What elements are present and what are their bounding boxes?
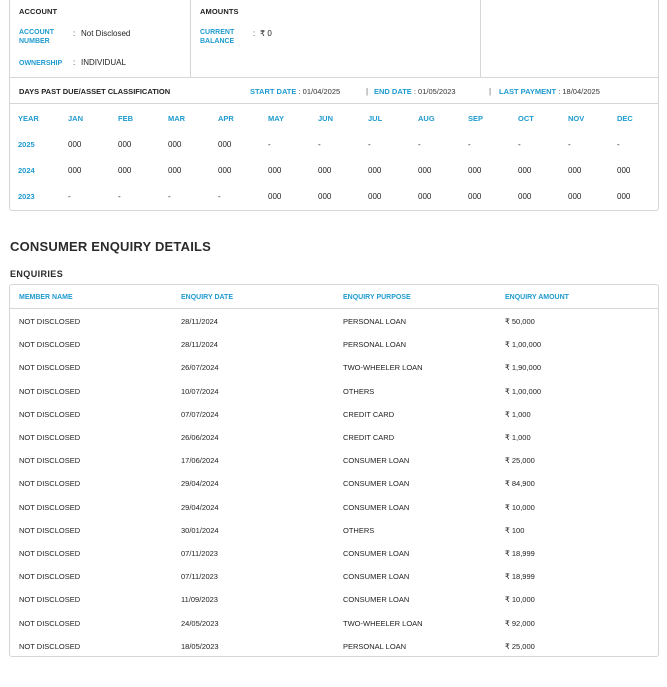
enquiry-amount-cell: ₹ 92,000 (505, 618, 535, 628)
amounts-heading: AMOUNTS (200, 7, 239, 16)
header-enquiry-date: ENQUIRY DATE (181, 294, 233, 301)
member-name-cell: NOT DISCLOSED (19, 340, 81, 350)
enquiry-amount-cell: ₹ 10,000 (505, 502, 535, 512)
colon: : (73, 29, 76, 38)
enquiry-date-cell: 07/11/2023 (181, 549, 218, 558)
enquiry-date-cell: 10/07/2024 (181, 386, 219, 396)
dpd-cell: 000 (268, 166, 282, 175)
enquiry-amount-cell: ₹ 25,000 (505, 456, 535, 466)
enquiry-amount-cell: ₹ 84,900 (505, 479, 535, 489)
dpd-cell: - (418, 140, 421, 149)
table-row (10, 565, 658, 588)
month-header: AUG (418, 114, 435, 123)
member-name-cell: NOT DISCLOSED (19, 549, 81, 558)
enquiry-amount-cell: ₹ 1,000 (505, 433, 531, 442)
table-row (10, 588, 658, 611)
start-date-value: : 01/04/2025 (298, 87, 341, 96)
table-row (10, 472, 658, 495)
table-row (10, 496, 658, 519)
dpd-header-bar (10, 77, 658, 104)
dpd-cell: 000 (118, 140, 132, 149)
separator: | (489, 87, 492, 96)
dpd-cell: 000 (218, 166, 232, 175)
year-header: YEAR (18, 114, 39, 123)
dpd-cell: 000 (518, 192, 532, 201)
dpd-cell: 000 (168, 166, 182, 175)
table-row (10, 449, 658, 472)
dpd-cell: 000 (218, 140, 232, 149)
dpd-cell: 000 (68, 140, 82, 149)
enquiry-amount-cell: ₹ 10,000 (505, 595, 535, 605)
dpd-cell: 000 (118, 166, 132, 175)
enquiry-purpose-cell: CONSUMER LOAN (343, 479, 410, 489)
member-name-cell: NOT DISCLOSED (19, 317, 81, 326)
dpd-title: DAYS PAST DUE/ASSET CLASSIFICATION (19, 87, 171, 96)
last-payment (499, 87, 600, 96)
enquiry-purpose-cell: CONSUMER LOAN (343, 456, 410, 466)
enquiry-purpose-cell: CONSUMER LOAN (343, 549, 410, 558)
dpd-cell: - (468, 140, 471, 149)
enquiry-date-cell: 24/05/2023 (181, 618, 219, 628)
member-name-cell: NOT DISCLOSED (19, 502, 81, 512)
enquiry-purpose-cell: CONSUMER LOAN (343, 572, 410, 582)
account-heading: ACCOUNT (19, 7, 58, 16)
member-name-cell: NOT DISCLOSED (19, 618, 81, 628)
enquiry-amount-cell: ₹ 25,000 (505, 641, 535, 651)
month-header: DEC (617, 114, 633, 123)
enquiry-purpose-cell: PERSONAL LOAN (343, 340, 407, 350)
member-name-cell: NOT DISCLOSED (19, 433, 81, 442)
header-enquiry-purpose: ENQUIRY PURPOSE (343, 294, 411, 301)
year-label: 2025 (18, 140, 35, 149)
enquiry-amount-cell: ₹ 1,000 (505, 409, 531, 419)
enquiry-amount-cell: ₹ 18,999 (505, 549, 535, 558)
end-date (374, 87, 456, 96)
month-header: OCT (518, 114, 534, 123)
dpd-cell: - (518, 140, 521, 149)
table-row (10, 333, 658, 356)
month-header: MAY (268, 114, 284, 123)
dpd-cell: 000 (168, 140, 182, 149)
end-date-label: END DATE (374, 87, 412, 96)
ownership-label: OWNERSHIP (19, 60, 63, 67)
table-row (10, 356, 658, 379)
table-header-row (10, 285, 658, 309)
dpd-cell: 000 (318, 192, 332, 201)
enquiry-date-cell: 07/07/2024 (181, 409, 219, 419)
dpd-cell: - (268, 140, 271, 149)
enquiry-date-cell: 17/06/2024 (181, 456, 219, 466)
table-row (10, 519, 658, 542)
enquiries-table (9, 284, 659, 657)
account-number-label: ACCOUNT NUMBER (19, 29, 54, 45)
month-header: JAN (68, 114, 84, 123)
colon: : (253, 29, 256, 38)
enquiry-date-cell: 28/11/2024 (181, 340, 218, 350)
dpd-cell: - (118, 192, 121, 201)
enquiry-purpose-cell: CONSUMER LOAN (343, 502, 410, 512)
member-name-cell: NOT DISCLOSED (19, 386, 81, 396)
enquiry-date-cell: 26/07/2024 (181, 363, 219, 373)
table-row (10, 426, 658, 449)
enquiry-date-cell: 29/04/2024 (181, 479, 219, 489)
member-name-cell: NOT DISCLOSED (19, 572, 81, 582)
month-header: NOV (568, 114, 585, 123)
enquiry-purpose-cell: PERSONAL LOAN (343, 317, 407, 326)
enquiry-amount-cell: ₹ 1,90,000 (505, 363, 542, 373)
member-name-cell: NOT DISCLOSED (19, 525, 81, 535)
dpd-cell: - (168, 192, 171, 201)
start-date (250, 87, 340, 96)
dpd-cell: 000 (318, 166, 332, 175)
account-card (9, 0, 659, 211)
month-header: FEB (118, 114, 133, 123)
dpd-cell: 000 (68, 166, 82, 175)
table-row (10, 612, 658, 635)
enquiry-date-cell: 07/11/2023 (181, 572, 218, 582)
enquiry-date-cell: 28/11/2024 (181, 317, 218, 326)
dpd-cell: 000 (468, 166, 482, 175)
enquiries-subtitle: ENQUIRIES (10, 269, 64, 279)
enquiry-amount-cell: ₹ 50,000 (505, 317, 535, 326)
dpd-cell: - (318, 140, 321, 149)
month-header: SEP (468, 114, 484, 123)
month-header: JUL (368, 114, 383, 123)
enquiry-purpose-cell: OTHERS (343, 386, 375, 396)
year-label: 2023 (18, 192, 35, 201)
dpd-cell: 000 (617, 192, 631, 201)
dpd-cell: 000 (268, 192, 282, 201)
ownership-value: INDIVIDUAL (81, 58, 126, 67)
dpd-cell: 000 (418, 192, 432, 201)
enquiry-date-cell: 30/01/2024 (181, 525, 219, 535)
last-payment-value: : 18/04/2025 (558, 87, 600, 96)
member-name-cell: NOT DISCLOSED (19, 595, 81, 605)
dpd-cell: - (368, 140, 371, 149)
enquiry-date-cell: 26/06/2024 (181, 433, 219, 442)
enquiry-purpose-cell: TWO-WHEELER LOAN (343, 363, 423, 373)
enquiry-amount-cell: ₹ 1,00,000 (505, 340, 542, 350)
current-balance-label: CURRENT BALANCE (200, 29, 235, 45)
enquiry-date-cell: 29/04/2024 (181, 502, 219, 512)
enquiry-amount-cell: ₹ 100 (505, 525, 525, 535)
enquiry-amount-cell: ₹ 1,00,000 (505, 386, 542, 396)
dpd-cell: 000 (568, 192, 582, 201)
colon: : (73, 58, 76, 67)
enquiry-purpose-cell: TWO-WHEELER LOAN (343, 618, 423, 628)
year-label: 2024 (18, 166, 35, 175)
dpd-cell: - (617, 140, 620, 149)
header-member-name: MEMBER NAME (19, 294, 73, 301)
dpd-cell: - (568, 140, 571, 149)
month-header: MAR (168, 114, 186, 123)
account-number-value: Not Disclosed (81, 29, 131, 38)
dpd-cell: 000 (468, 192, 482, 201)
member-name-cell: NOT DISCLOSED (19, 641, 81, 651)
dpd-cell: - (218, 192, 221, 201)
month-header: APR (218, 114, 234, 123)
member-name-cell: NOT DISCLOSED (19, 409, 81, 419)
section-title: CONSUMER ENQUIRY DETAILS (10, 239, 212, 254)
member-name-cell: NOT DISCLOSED (19, 456, 81, 466)
dpd-cell: 000 (368, 166, 382, 175)
enquiry-purpose-cell: CONSUMER LOAN (343, 595, 410, 605)
table-row (10, 635, 658, 658)
dpd-cell: 000 (368, 192, 382, 201)
member-name-cell: NOT DISCLOSED (19, 479, 81, 489)
current-balance-value: ₹ 0 (260, 29, 272, 38)
dpd-cell: 000 (568, 166, 582, 175)
enquiry-purpose-cell: PERSONAL LOAN (343, 641, 407, 651)
empty-column (480, 0, 660, 77)
dpd-cell: 000 (617, 166, 631, 175)
enquiry-purpose-cell: CREDIT CARD (343, 433, 395, 442)
enquiry-purpose-cell: OTHERS (343, 525, 375, 535)
month-header: JUN (318, 114, 334, 123)
table-row (10, 542, 658, 565)
table-row (10, 403, 658, 426)
header-enquiry-amount: ENQUIRY AMOUNT (505, 294, 569, 301)
last-payment-label: LAST PAYMENT (499, 87, 557, 96)
table-row (10, 310, 658, 333)
end-date-value: : 01/05/2023 (413, 87, 456, 96)
dpd-cell: 000 (518, 166, 532, 175)
account-column (10, 0, 190, 77)
amounts-column (190, 0, 480, 77)
dpd-cell: - (68, 192, 71, 201)
enquiry-date-cell: 18/05/2023 (181, 641, 219, 651)
enquiry-date-cell: 11/09/2023 (181, 595, 218, 605)
dpd-cell: 000 (418, 166, 432, 175)
table-row (10, 380, 658, 403)
member-name-cell: NOT DISCLOSED (19, 363, 81, 373)
enquiry-purpose-cell: CREDIT CARD (343, 409, 395, 419)
enquiry-amount-cell: ₹ 18,999 (505, 572, 535, 582)
separator: | (366, 87, 369, 96)
start-date-label: START DATE (250, 87, 297, 96)
